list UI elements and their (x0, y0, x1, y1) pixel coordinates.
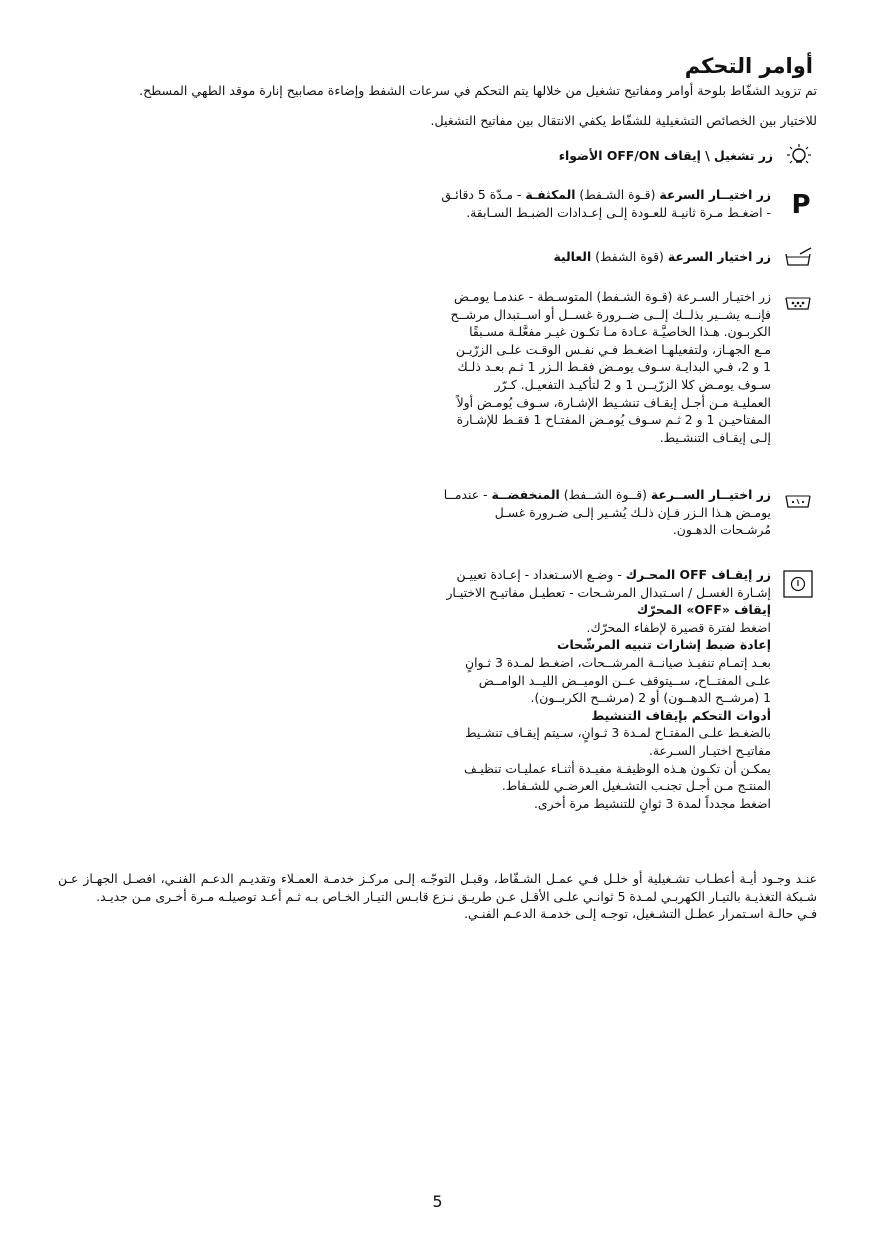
motor-sub1-text: اضغط لفترة قصيرة لإطفاء المحرّك. (586, 619, 771, 635)
low-label-bold: زر اختيــار الســرعة (650, 487, 771, 502)
boost-line-2: - اضغـط مـرة ثانيـة للعـودة إلـى إعـدادات الضبـط السـابقة. (466, 204, 771, 220)
high-speed-item (373, 246, 813, 272)
medium-line: فإنــه يشــير بذلــك إلــى ضــرورة غســل أو اســتبدال مرشــح (450, 306, 771, 322)
motor-sub2-title: إعادة ضبط إشارات تنبيه المرشّحات (557, 637, 771, 653)
medium-line: مـع الجهـاز، ولتفعيلهـا اضغـط فـي نفـس الوقـت علـى الزرّيـن (455, 341, 771, 357)
medium-speed-text (391, 288, 771, 446)
light-control-label: زر تشغيل \ إيقاف OFF/ON الأضواء (558, 148, 773, 163)
motor-sub3-title: أدوات التحكم بإيقاف التنشيط (591, 707, 771, 723)
medium-line: الكربـون. هـذا الخاصيَّـة عـادة مـا تكـون غيـر مفعَّلـة مسـبقًا (469, 324, 771, 340)
medium-line: سـوف يومـض كلا الزرّيــن 1 و 2 لتأكيـد التفعيـل. كـرّر (494, 376, 771, 392)
motor-sub2-line: علـى المفتــاح، ســيتوقف عــن الوميــض الليــد الوامــض (478, 672, 771, 688)
motor-head-bold: زر إيقـاف OFF المحـرك (625, 567, 771, 582)
low-speed-item (373, 486, 813, 546)
pan-medium-speed-icon (783, 290, 813, 312)
boost-label-bold2: المكثفـة (525, 187, 576, 202)
low-speed-text (391, 486, 771, 539)
intro-paragraph-2: للاختيار بين الخصائص التشغيلية للشفّاط يكفي الانتقال بين مفاتيح التشغيل. (430, 113, 817, 128)
medium-line: المفتاحيـن 1 و 2 ثـم سـوف يُومـض المفتـاح 1 فقـط للإشـارة (456, 412, 771, 428)
footer-paragraph-1: عنـد وجـود أيـة أعطـاب تشـغيلية أو خلـل فـي عمـل الشـفّاط، وقبـل التوجّـه إلـى مركـز خدمـة العمـلاء وتقديـم الدعـم الفنـي، افصـل الجهـاز عـن شـبكة التغذيـة بالتيـار الكهربـي لمـدة 5 ثوانـي علـى الأقـل عـن طريـق نـزع قابـس التيـار الخـاص بـه ثـم أعـد توصيلـه مـرة أخـرى مـن جديـد. (58, 871, 817, 904)
boost-label-mid: (قـوة الشـفط) (575, 187, 660, 202)
motor-sub3-line: اضغط مجدداً لمدة 3 ثوانٍ للتنشيط مرة أخرى. (533, 795, 771, 811)
motor-off-text (391, 566, 771, 812)
high-label-bold: زر اختيار السرعة (667, 249, 771, 264)
motor-sub2-line: 1 (مرشــح الدهــون) أو 2 (مرشــح الكربــون). (530, 690, 771, 706)
low-label-mid: (قــوة الشــفط) (559, 487, 651, 502)
intro-paragraph-1: تم تزويد الشفّاط بلوحة أوامر ومفاتيح تشغيل من خلالها يتم التحكم في سرعات الشفط وإضاءة مصابيح إنارة موقد الطهي المسطح. (139, 83, 817, 98)
motor-sub1-title: إيقاف «OFF» المحرّك (636, 602, 771, 618)
medium-line: العمليـة مـن أجـل إيقـاف تنشـيط الإشـارة، سـوف يُومـض أولاً (456, 394, 771, 410)
low-label-bold2: المنخفضــة (491, 487, 560, 502)
medium-line: إلـى إيقـاف التنشـيط. (659, 429, 771, 445)
medium-speed-item (373, 288, 813, 468)
motor-head-rest: - وضـع الاسـتعداد - إعـادة تعييـن (456, 567, 626, 582)
medium-line: 1 و 2، فـي البدايـة سـوف يومـض فقـط الـزر 1 ثـم بعـد ذلـك (457, 359, 771, 375)
high-label-mid: (قوة الشفط) (591, 249, 668, 264)
pan-low-speed-icon (783, 488, 813, 510)
low-label-rest: - عندمــا (443, 487, 492, 502)
p-letter-icon: P (791, 190, 811, 220)
low-line-2: يومـض هـذا الـزر فـإن ذلـك يُشـير إلـى ضـرورة غسـل (494, 504, 771, 520)
motor-sub3-line: يمكـن أن تكـون هـذه الوظيفـة مفيـدة أثنـاء عمليـات تنظيـف (463, 760, 771, 776)
page-number: 5 (432, 1192, 443, 1211)
boost-label-rest: - مـدّة 5 دقائـق (441, 187, 526, 202)
low-line-3: مُرشـحات الدهـون. (672, 522, 771, 538)
motor-line-2: إشـارة الغسـل / اسـتبدال المرشـحات - تعطيـل مفاتيـح الاختيـار (446, 584, 771, 600)
motor-sub3-line: بالضغـط علـى المفتـاح لمـدة 3 ثـوانٍ، سـيتم إيقـاف تنشـيط (465, 725, 771, 741)
motor-sub2-line: بعـد إتمـام تنفيـذ صيانــة المرشــحات، اضغـط لمـدة 3 ثـوانٍ (464, 654, 771, 670)
boost-speed-text (391, 186, 771, 221)
footer-notes (58, 870, 817, 923)
motor-off-item (373, 566, 813, 846)
motor-sub3-line: مفاتيـح اختيـار السـرعة. (648, 742, 771, 758)
high-label-bold2: العالية (553, 249, 592, 264)
power-off-icon (783, 570, 813, 598)
pan-high-speed-icon (783, 246, 813, 268)
light-bulb-icon (785, 143, 813, 169)
medium-line: زر اختيـار السـرعة (قـوة الشـفط) المتوسـطة - عندمـا يومـض (453, 289, 771, 304)
footer-paragraph-2: فـي حالـة اسـتمرار عطـل التشـغيل، توجـه إلـى خدمـة الدعـم الفنـي. (464, 906, 817, 922)
high-speed-text (391, 248, 771, 266)
light-control-item (373, 143, 813, 171)
boost-label-bold: زر اختيــار السرعة (659, 187, 771, 202)
page-title: أوامر التحكم (684, 54, 813, 78)
motor-sub3-line: المنتـج مـن أجـل تجنـب التشـغيل العرضـي للشـفاط. (501, 778, 771, 794)
boost-speed-item (373, 184, 813, 228)
